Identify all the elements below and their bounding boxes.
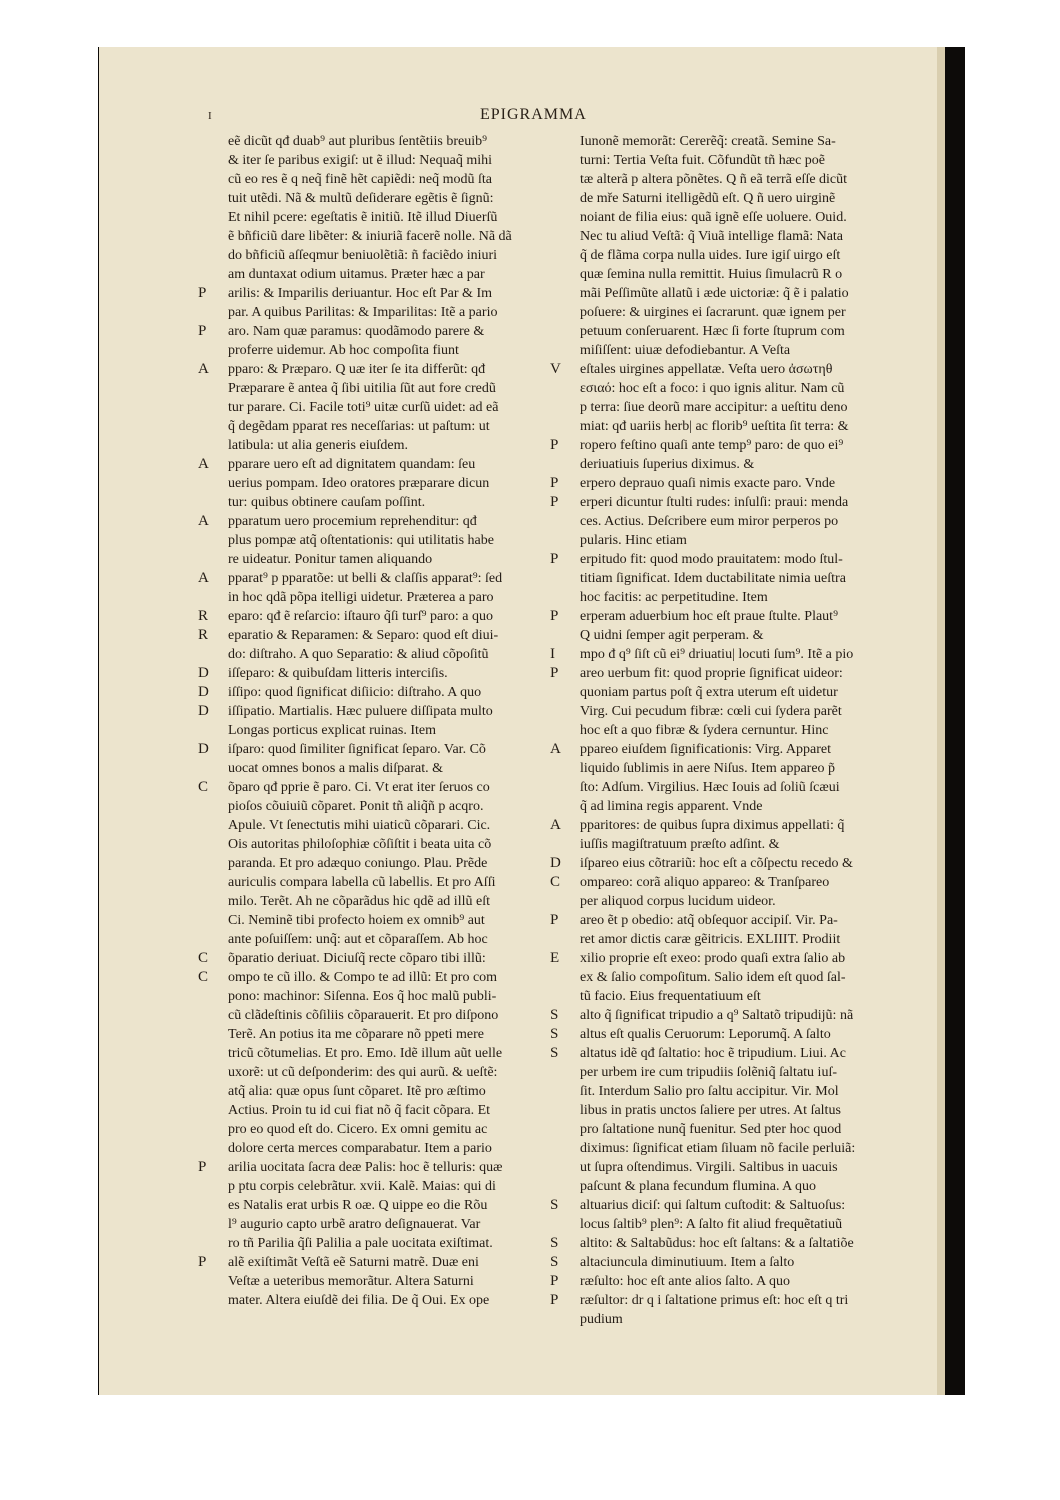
text-line: [228, 1234, 588, 1253]
text-line: [228, 1101, 588, 1120]
line-text: ſit. Interdum Salio pro ſaltu accipitur. Vir. Mol: [580, 1084, 839, 1099]
text-line: [228, 721, 588, 740]
text-line: [550, 1025, 940, 1044]
text-line: [580, 303, 940, 322]
line-text: miat: qđ uariis herb| ac florib⁹ ueſtita ſit terra: &: [580, 419, 849, 434]
text-line: [228, 1044, 588, 1063]
text-line: [228, 759, 588, 778]
line-text: altus eſt qualis Ceruorum: Leporumq̃. A ſalto: [580, 1027, 831, 1042]
line-text: q̃ de flãma corpa nulla uides. Iure igiſ uirgo eſt: [580, 248, 841, 263]
text-line: [228, 189, 588, 208]
text-line: [550, 1253, 940, 1272]
marginal-initial: C: [198, 950, 209, 966]
text-line: [550, 645, 940, 664]
line-text: iſparo: quod ſimiliter ſignificat ſeparo. Var. Cõ: [228, 742, 486, 757]
line-text: tũ facio. Eius frequentatiuum eſt: [580, 989, 761, 1004]
text-line: [228, 987, 588, 1006]
text-line: [228, 930, 588, 949]
line-text: ut ſupra oſtendimus. Virgili. Saltibus in uacuis: [580, 1160, 838, 1175]
text-line: [198, 626, 588, 645]
text-line: [198, 702, 588, 721]
text-line: [580, 1063, 940, 1082]
text-line: [228, 550, 588, 569]
marginal-initial: P: [550, 551, 559, 567]
marginal-initial: A: [198, 570, 209, 586]
marginal-initial: A: [198, 456, 209, 472]
line-text: cũ clãdeſtinis cõſiliis cõparauerit. Et pro diſpono: [228, 1008, 499, 1023]
text-line: [550, 664, 940, 683]
text-line: [580, 1177, 940, 1196]
text-line: [228, 1006, 588, 1025]
marginal-initial: S: [550, 1007, 559, 1023]
text-line: [580, 930, 940, 949]
line-text: latibula: ut alia generis eiuſdem.: [228, 438, 408, 453]
line-text: mater. Altera eiuſdẽ dei filia. De q̃ Oui. Ex ope: [228, 1293, 490, 1308]
text-line: [580, 797, 940, 816]
page-mark: I: [208, 110, 212, 122]
text-line: [198, 740, 588, 759]
line-text: poſuere: & uirgines ei ſacrarunt. quæ ignem per: [580, 305, 846, 320]
line-text: per urbem ire cum tripudiis ſolẽniq̃ ſaltatu iuſ-: [580, 1065, 837, 1080]
marginal-initial: D: [198, 665, 209, 681]
text-line: [228, 1177, 588, 1196]
marginal-initial: S: [550, 1026, 559, 1042]
line-text: miſiſſent: uiuæ defodiebantur. A Veſta: [580, 343, 791, 358]
text-line: [550, 854, 940, 873]
line-text: areo uerbum fit: quod proprie ſignificat uideor:: [580, 666, 843, 681]
line-text: pparo: & Præparo. Q uæ iter ſe ita differũt: qđ: [228, 362, 486, 377]
text-line: [228, 398, 588, 417]
text-line: [580, 778, 940, 797]
line-text: tur: quibus obtinere cauſam poſſint.: [228, 495, 426, 510]
line-text: ante poſuiſſem: unq̃: aut et cõparaſſem. Ab hoc: [228, 932, 488, 947]
text-line: [198, 778, 588, 797]
line-text: hoc eſt a quo fibræ & ſydera cernuntur. Hinc: [580, 723, 829, 738]
marginal-initial: S: [550, 1045, 559, 1061]
text-line: [580, 588, 940, 607]
text-line: [228, 474, 588, 493]
line-text: turni: Tertia Veſta fuit. Cõfundũt tñ hæc poẽ: [580, 153, 826, 168]
text-line: [580, 759, 940, 778]
line-text: & iter ſe paribus exigiſ: ut ẽ illud: Nequaq̃ mihi: [228, 153, 493, 168]
line-text: pro eo quod eſt do. Cicero. Ex omni gemitu ac: [228, 1122, 488, 1137]
text-line: [228, 493, 588, 512]
line-text: Nec tu aliud Veſtã: q̃ Viuã intellige flamã: Nata: [580, 229, 844, 244]
text-line: [198, 455, 588, 474]
text-line: [198, 664, 588, 683]
text-line: [228, 1196, 588, 1215]
text-line: [228, 341, 588, 360]
text-line: [228, 797, 588, 816]
line-text: iſpareo eius cõtrariũ: hoc eſt a cõſpectu recedo &: [580, 856, 853, 871]
text-line: [580, 227, 940, 246]
line-text: ex & ſalio compoſitum. Salio idem eſt quod ſal-: [580, 970, 846, 985]
line-text: Longas porticus explicat ruinas. Item: [228, 723, 436, 738]
text-line: [550, 1234, 940, 1253]
marginal-initial: P: [550, 912, 559, 928]
line-text: plus pompæ atq̃ oſtentationis: qui utilitatis habe: [228, 533, 494, 548]
text-line: [580, 246, 940, 265]
text-line: [228, 892, 588, 911]
line-text: proferre uidemur. Ab hoc compoſita fiunt: [228, 343, 459, 358]
line-text: paranda. Et pro adæquo coniungo. Plau. Prẽde: [228, 856, 488, 871]
line-text: ppareo eiuſdem ſignificationis: Virg. Apparet: [580, 742, 831, 757]
marginal-initial: S: [550, 1254, 559, 1270]
line-text: mpo đ q⁹ ſiſt cũ ei⁹ driuatiu| locuti ſum⁹. Itẽ a pio: [580, 647, 854, 662]
line-text: ræſulto: hoc eſt ante alios ſalto. A quo: [580, 1274, 790, 1289]
text-line: [228, 227, 588, 246]
text-line: [228, 132, 588, 151]
line-text: iſſipatio. Martialis. Hæc puluere diſſipata multo: [228, 704, 493, 719]
line-text: pularis. Hinc etiam: [580, 533, 687, 548]
line-text: diximus: ſignificat etiam ſiluam nõ facile perluiã:: [580, 1141, 856, 1156]
marginal-initial: C: [198, 969, 209, 985]
text-line: [580, 132, 940, 151]
text-line: [228, 873, 588, 892]
line-text: tricũ cõtumelias. Et pro. Emo. Idẽ illum aũt uelle: [228, 1046, 503, 1061]
text-line: [550, 436, 940, 455]
line-text: titiam ſignificat. Idem ductabilitate nimia ueſtra: [580, 571, 846, 586]
marginal-initial: P: [550, 608, 559, 624]
line-text: arilia uocitata ſacra deæ Palis: hoc ẽ telluris: quæ: [228, 1160, 503, 1175]
marginal-initial: A: [550, 741, 561, 757]
text-line: [550, 740, 940, 759]
marginal-initial: E: [550, 950, 560, 966]
marginal-initial: A: [198, 361, 209, 377]
line-text: ompareo: corã aliquo appareo: & Tranſpareo: [580, 875, 830, 890]
text-line: [228, 1082, 588, 1101]
line-text: Præparare ẽ antea q̃ ſibi uitilia ſũt aut fore credũ: [228, 381, 496, 396]
text-line: [228, 1120, 588, 1139]
text-line: [228, 1139, 588, 1158]
text-line: [228, 645, 588, 664]
line-text: õparatio deriuat. Diciuſq̃ recte cõparo tibi illũ:: [228, 951, 486, 966]
text-line: [198, 1253, 588, 1272]
line-text: q̃ ad limina regis apparent. Vnde: [580, 799, 763, 814]
text-line: [580, 569, 940, 588]
line-text: Actius. Proin tu id cui fiat nõ q̃ facit cõpara. Et: [228, 1103, 491, 1118]
line-text: in hoc qdã põpa itelligi uidetur. Præterea a paro: [228, 590, 494, 605]
line-text: pro ſaltatione nunq̃ fuenitur. Sed pter hoc quod: [580, 1122, 842, 1137]
text-line: [580, 968, 940, 987]
marginal-initial: D: [198, 684, 209, 700]
line-text: par. A quibus Parilitas: & Imparilitas: Itẽ a pario: [228, 305, 498, 320]
text-line: [198, 683, 588, 702]
line-text: õparo qđ pprie ẽ paro. Ci. Vt erat iter ſeruos co: [228, 780, 490, 795]
text-line: [228, 379, 588, 398]
text-line: [228, 1025, 588, 1044]
text-line: [580, 1139, 940, 1158]
text-line: [550, 607, 940, 626]
line-text: Ci. Neminẽ tibi profecto hoiem ex omnib⁹ aut: [228, 913, 485, 928]
text-line: [228, 1291, 588, 1310]
marginal-initial: A: [550, 817, 561, 833]
text-line: [228, 417, 588, 436]
line-text: do bñficiũ aſſeqmur beniuolẽtiã: ñ faciẽdo iniuri: [228, 248, 498, 263]
marginal-initial: P: [550, 1273, 559, 1289]
line-text: pparatum uero procemium reprehenditur: qđ: [228, 514, 477, 529]
text-line: [198, 569, 588, 588]
line-text: ræſultor: dr q i ſaltatione primus eſt: hoc eſt q tri: [580, 1293, 849, 1308]
text-line: [550, 1006, 940, 1025]
line-text: Q uidni ſemper agit perperam. &: [580, 628, 764, 643]
line-text: noiant de filia eius: quã ignẽ eſſe uoluere. Ouid.: [580, 210, 847, 225]
line-text: ẽ bñficiũ dare libẽter: & iniuriã facerẽ nolle. Nã dã: [228, 229, 512, 244]
text-line: [550, 1196, 940, 1215]
marginal-initial: P: [550, 665, 559, 681]
marginal-initial: C: [198, 779, 209, 795]
line-text: mãi Peſſimũte allatũ i æde uictoriæ: q̃ ẽ i palatio: [580, 286, 849, 301]
text-line: [580, 1158, 940, 1177]
line-text: altito: & Saltabũdus: hoc eſt ſaltans: & a ſaltatiõe: [580, 1236, 854, 1251]
marginal-initial: S: [550, 1235, 559, 1251]
text-line: [580, 379, 940, 398]
line-text: atq̃ alia: quæ opus ſunt cõparet. Itẽ pro æſtimo: [228, 1084, 486, 1099]
text-line: [580, 987, 940, 1006]
line-text: p ptu corpis celebrãtur. xvii. Kalẽ. Maias: qui di: [228, 1179, 496, 1194]
text-line: [580, 455, 940, 474]
line-text: Et nihil pcere: egeſtatis ẽ initiũ. Itẽ illud Diuerſũ: [228, 210, 498, 225]
line-text: quoniam partus poſt q̃ extra uterum eſt uidetur: [580, 685, 838, 700]
marginal-initial: S: [550, 1197, 559, 1213]
line-text: paſcunt & plana fecundum flumina. A quo: [580, 1179, 817, 1194]
line-text: quæ ſemina nulla remittit. Huius ſimulacrũ R o: [580, 267, 843, 282]
line-text: auriculis compara labella cũ labellis. Et pro Aſſi: [228, 875, 496, 890]
text-line: [228, 816, 588, 835]
marginal-initial: P: [550, 1292, 559, 1308]
text-line: [580, 1215, 940, 1234]
text-line: [228, 246, 588, 265]
text-line: [228, 151, 588, 170]
text-line: [580, 208, 940, 227]
marginal-initial: P: [198, 1254, 207, 1270]
text-line: [580, 151, 940, 170]
line-text: uocat omnes bonos a malis diſparat. &: [228, 761, 444, 776]
line-text: erpitudo fit: quod modo prauitatem: modo ſtul-: [580, 552, 843, 567]
text-line: [580, 170, 940, 189]
line-text: ompo te cũ illo. & Compo te ad illũ: Et pro com: [228, 970, 498, 985]
text-line: [580, 721, 940, 740]
text-line: [198, 512, 588, 531]
line-text: ropero feſtino quaſi ante temp⁹ paro: de quo ei⁹: [580, 438, 844, 453]
line-text: altatus idẽ qđ ſaltatio: hoc ẽ tripudium. Liui. Ac: [580, 1046, 846, 1061]
text-line: [580, 189, 940, 208]
line-text: re uideatur. Ponitur tamen aliquando: [228, 552, 433, 567]
line-text: alto q̃ ſignificat tripudio a q⁹ Saltatõ tripudijũ: nã: [580, 1008, 854, 1023]
line-text: eparatio & Reparamen: & Separo: quod eſt diui-: [228, 628, 499, 643]
text-line: [198, 284, 588, 303]
marginal-initial: A: [198, 513, 209, 529]
text-line: [228, 170, 588, 189]
line-text: de mře Saturni itelligẽdũ eſt. Q ñ uero uirginẽ: [580, 191, 836, 206]
line-text: tuit utẽdi. Nã & multũ deſiderare egẽtis ẽ ſignũ:: [228, 191, 494, 206]
line-text: eparo: qđ ẽ reſarcio: iſtauro q̃ſi turſ⁹ paro: a quo: [228, 609, 493, 624]
line-text: es Natalis erat urbis R oæ. Q uippe eo die Rõu: [228, 1198, 488, 1213]
text-line: [228, 835, 588, 854]
text-line: [228, 911, 588, 930]
line-text: tur parare. Ci. Facile toti⁹ uitæ curſũ uidet: ad eã: [228, 400, 499, 415]
line-text: tæ alterã p altera põnẽtes. Q ñ eã terrã eſſe dicũt: [580, 172, 848, 187]
text-line: [550, 911, 940, 930]
text-line: [228, 588, 588, 607]
line-text: milo. Terẽt. Ah ne cõparãdus hic qdẽ ad illũ eſt: [228, 894, 490, 909]
text-line: [550, 1291, 940, 1310]
marginal-initial: P: [550, 475, 559, 491]
line-text: iſſeparo: & quibuſdam litteris interciſis.: [228, 666, 448, 681]
text-line: [580, 1101, 940, 1120]
right-column: [550, 132, 940, 1329]
line-text: pono: machinor: Siſenna. Eos q̃ hoc malũ publi-: [228, 989, 497, 1004]
text-line: [198, 949, 588, 968]
text-line: [580, 531, 940, 550]
marginal-initial: P: [550, 437, 559, 453]
text-line: [580, 683, 940, 702]
line-text: erperam aduerbium hoc eſt praue ſtulte. Plaut⁹: [580, 609, 838, 624]
line-text: pparare uero eſt ad dignitatem quandam: ſeu: [228, 457, 476, 472]
line-text: eẽ dicũt qđ duab⁹ aut pluribus ſentẽtiis breuib⁹: [228, 134, 487, 149]
line-text: ro tñ Parilia q̃ſi Palilia a pale uocitata exiſtimat.: [228, 1236, 493, 1251]
text-line: [580, 512, 940, 531]
text-line: [198, 607, 588, 626]
text-line: [580, 322, 940, 341]
line-text: locus ſaltib⁹ plen⁹: A ſalto fit aliud frequẽtatiuũ: [580, 1217, 843, 1232]
line-text: am duntaxat odium uitamus. Præter hæc a par: [228, 267, 485, 282]
text-line: [580, 284, 940, 303]
line-text: εσιαό: hoc eſt a foco: i quo ignis alitur. Nam cũ: [580, 381, 845, 396]
marginal-initial: V: [550, 361, 561, 377]
line-text: ret amor dictis caræ gẽitricis. EXLIIIT. Prodiit: [580, 932, 841, 947]
line-text: do: diſtraho. A quo Separatio: & aliud cõpoſitũ: [228, 647, 489, 662]
text-line: [198, 322, 588, 341]
marginal-initial: D: [198, 741, 209, 757]
line-text: deriuatiuis ſuperius diximus. &: [580, 457, 755, 472]
marginal-initial: D: [550, 855, 561, 871]
line-text: per aliquod corpus lucidum uideor.: [580, 894, 776, 909]
marginal-initial: C: [550, 874, 561, 890]
text-line: [198, 1158, 588, 1177]
line-text: ces. Actius. Deſcribere eum miror perperos po: [580, 514, 839, 529]
text-line: [228, 1215, 588, 1234]
marginal-initial: I: [550, 646, 555, 662]
line-text: altuarius diciſ: qui ſaltum cuſtodit: & Saltuoſus:: [580, 1198, 846, 1213]
text-line: [198, 968, 588, 987]
text-line: [580, 892, 940, 911]
marginal-initial: P: [550, 494, 559, 510]
line-text: altaciuncula diminutiuum. Item a ſalto: [580, 1255, 795, 1270]
line-text: iſſipo: quod ſignificat diſiicio: diſtraho. A quo: [228, 685, 482, 700]
line-text: uxorẽ: ut cũ deſponderim: des qui aurũ. & ueſtẽ:: [228, 1065, 498, 1080]
text-line: [228, 208, 588, 227]
line-text: Terẽ. An potius ita me cõparare nõ ppeti mere: [228, 1027, 484, 1042]
text-line: [580, 1082, 940, 1101]
text-line: [228, 303, 588, 322]
line-text: petuum conſeruarent. Hæc ſi forte ſtuprum com: [580, 324, 845, 339]
line-text: erperi dicuntur ſtulti rudes: inſulſi: praui: menda: [580, 495, 849, 510]
text-line: [550, 1044, 940, 1063]
line-text: q̃ degẽdam pparat res neceſſarias: ut paſtum: ut: [228, 419, 490, 434]
text-line: [580, 626, 940, 645]
line-text: pparat⁹ p pparatõe: ut belli & claſſis apparat⁹: ſed: [228, 571, 503, 586]
line-text: Iunonẽ memorãt: Cererẽq̃: creatã. Semine Sa-: [580, 134, 836, 149]
text-line: [580, 341, 940, 360]
line-text: Apule. Vt ſenectutis mihi uiaticũ cõparari. Cic.: [228, 818, 491, 833]
line-text: cũ eo res ẽ q neq̃ finẽ hẽt capiẽdi: neq̃ modũ ſta: [228, 172, 492, 187]
text-line: [550, 550, 940, 569]
line-text: Virg. Cui pecudum fibræ: cœli cui ſydera parẽt: [580, 704, 842, 719]
text-line: [580, 1120, 940, 1139]
line-text: Veſtæ a ueteribus memorãtur. Altera Saturni: [228, 1274, 474, 1289]
text-line: [198, 360, 588, 379]
line-text: areo ẽt p obedio: atq̃ obſequor accipiſ. Vir. Pa-: [580, 913, 838, 928]
marginal-initial: P: [198, 1159, 207, 1175]
text-line: [580, 702, 940, 721]
text-line: [550, 873, 940, 892]
line-text: alẽ exiſtimãt Veſtã eẽ Saturni matrẽ. Duæ eni: [228, 1255, 479, 1270]
line-text: iuſſis magiſtratuum præſto adſint. &: [580, 837, 780, 852]
text-line: [580, 398, 940, 417]
line-text: pparitores: de quibus ſupra diximus appellati: q̃: [580, 818, 845, 833]
left-column: [198, 132, 588, 1310]
line-text: Ois autoritas philoſophiæ cõſiſtit i beata uita cõ: [228, 837, 492, 852]
text-line: [550, 816, 940, 835]
line-text: l⁹ augurio capto urbẽ aratro deſignauerat. Var: [228, 1217, 481, 1232]
line-text: ſto: Adſum. Virgilius. Hæc Iouis ad ſoliũ ſcæui: [580, 780, 840, 795]
text-line: [580, 835, 940, 854]
line-text: pudium: [580, 1312, 623, 1327]
text-line: [228, 854, 588, 873]
text-line: [550, 493, 940, 512]
text-line: [550, 1272, 940, 1291]
line-text: arilis: & Imparilis deriuantur. Hoc eſt Par & Im: [228, 286, 492, 301]
text-line: [228, 1272, 588, 1291]
marginal-initial: P: [198, 323, 207, 339]
text-line: [228, 436, 588, 455]
text-line: [550, 474, 940, 493]
line-text: xilio proprie eſt exeo: prodo quaſi extra ſalio ab: [580, 951, 846, 966]
text-line: [228, 531, 588, 550]
line-text: eſtales uirgines appellatæ. Veſta uero ἀσωτηθ: [580, 362, 833, 377]
line-text: libus in pratis unctos ſaliere per utres. At ſaltus: [580, 1103, 841, 1118]
marginal-initial: D: [198, 703, 209, 719]
line-text: erpero deprauo quaſi nimis exacte paro. Vnde: [580, 476, 836, 491]
line-text: liquido ſublimis in aere Niſus. Item appareo p̃: [580, 761, 836, 776]
line-text: hoc facitis: ac perpetitudine. Item: [580, 590, 768, 605]
text-line: [550, 360, 940, 379]
line-text: aro. Nam quæ paramus: quodãmodo parere &: [228, 324, 485, 339]
line-text: dolore certa merces comparabatur. Item a pario: [228, 1141, 492, 1156]
text-line: [550, 949, 940, 968]
running-header: EPIGRAMMA: [480, 106, 587, 123]
line-text: pioſos cõuiuiũ cõparet. Ponit tñ aliq̃ñ p acqro.: [228, 799, 484, 814]
text-line: [580, 417, 940, 436]
marginal-initial: P: [198, 285, 207, 301]
text-line: [228, 265, 588, 284]
text-line: [580, 265, 940, 284]
line-text: p terra: ſiue deorũ mare accipitur: a ueſtitu deno: [580, 400, 848, 415]
marginal-initial: R: [198, 627, 209, 643]
line-text: uerius pompam. Ideo oratores præparare dicun: [228, 476, 490, 491]
marginal-initial: R: [198, 608, 209, 624]
text-line: [580, 1310, 940, 1329]
text-line: [228, 1063, 588, 1082]
